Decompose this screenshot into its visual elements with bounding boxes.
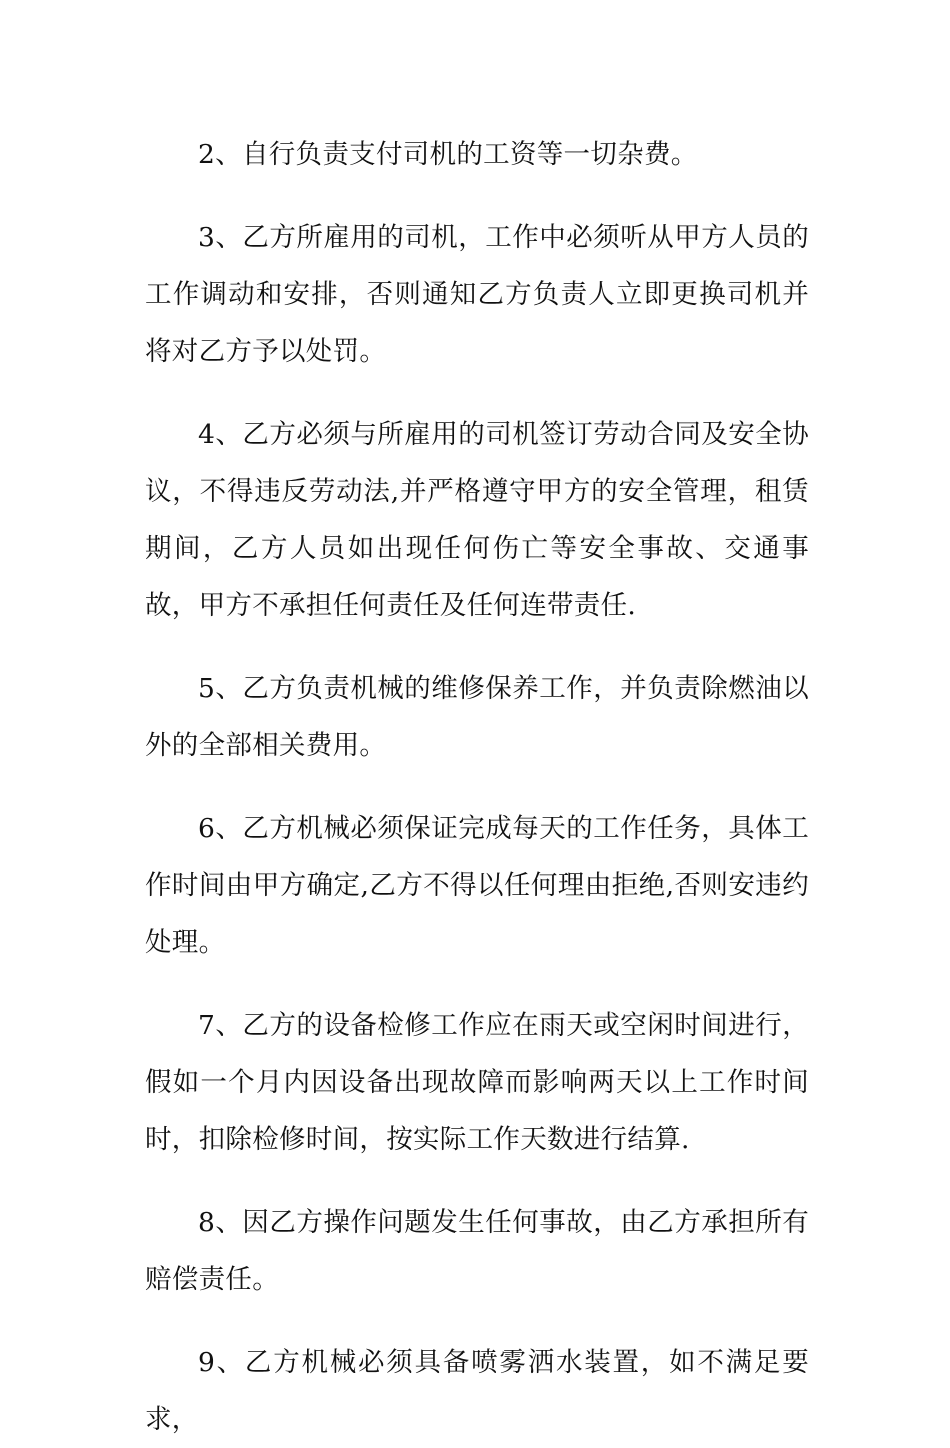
clause-2: 2、自行负责支付司机的工资等一切杂费。: [198, 139, 698, 170]
clause-7: 7、乙方的设备检修工作应在雨天或空闲时间进行，假如一个月内因设备出现故障而影响两天以上工作时间时，扣除检修时间，按实际工作天数进行结算.: [145, 1010, 809, 1155]
clause-4: 4、乙方必须与所雇用的司机签订劳动合同及安全协议，不得违反劳动法,并严格遵守甲方的安全管理，租赁期间，乙方人员如出现任何伤亡等安全事故、交通事故，甲方不承担任何责任及任何连带责任.: [145, 419, 809, 621]
clause-3: 3、乙方所雇用的司机，工作中必须听从甲方人员的工作调动和安排，否则通知乙方负责人立即更换司机并将对乙方予以处罚。: [145, 222, 809, 367]
clause-9: 9、乙方机械必须具备喷雾洒水装置，如不满足要求，: [145, 1347, 809, 1435]
clause-8: 8、因乙方操作问题发生任何事故，由乙方承担所有赔偿责任。: [145, 1207, 809, 1295]
clause-6: 6、乙方机械必须保证完成每天的工作任务，具体工作时间由甲方确定,乙方不得以任何理由拒绝,否则安违约处理。: [145, 813, 809, 958]
clause-5: 5、乙方负责机械的维修保养工作，并负责除燃油以外的全部相关费用。: [145, 673, 809, 761]
